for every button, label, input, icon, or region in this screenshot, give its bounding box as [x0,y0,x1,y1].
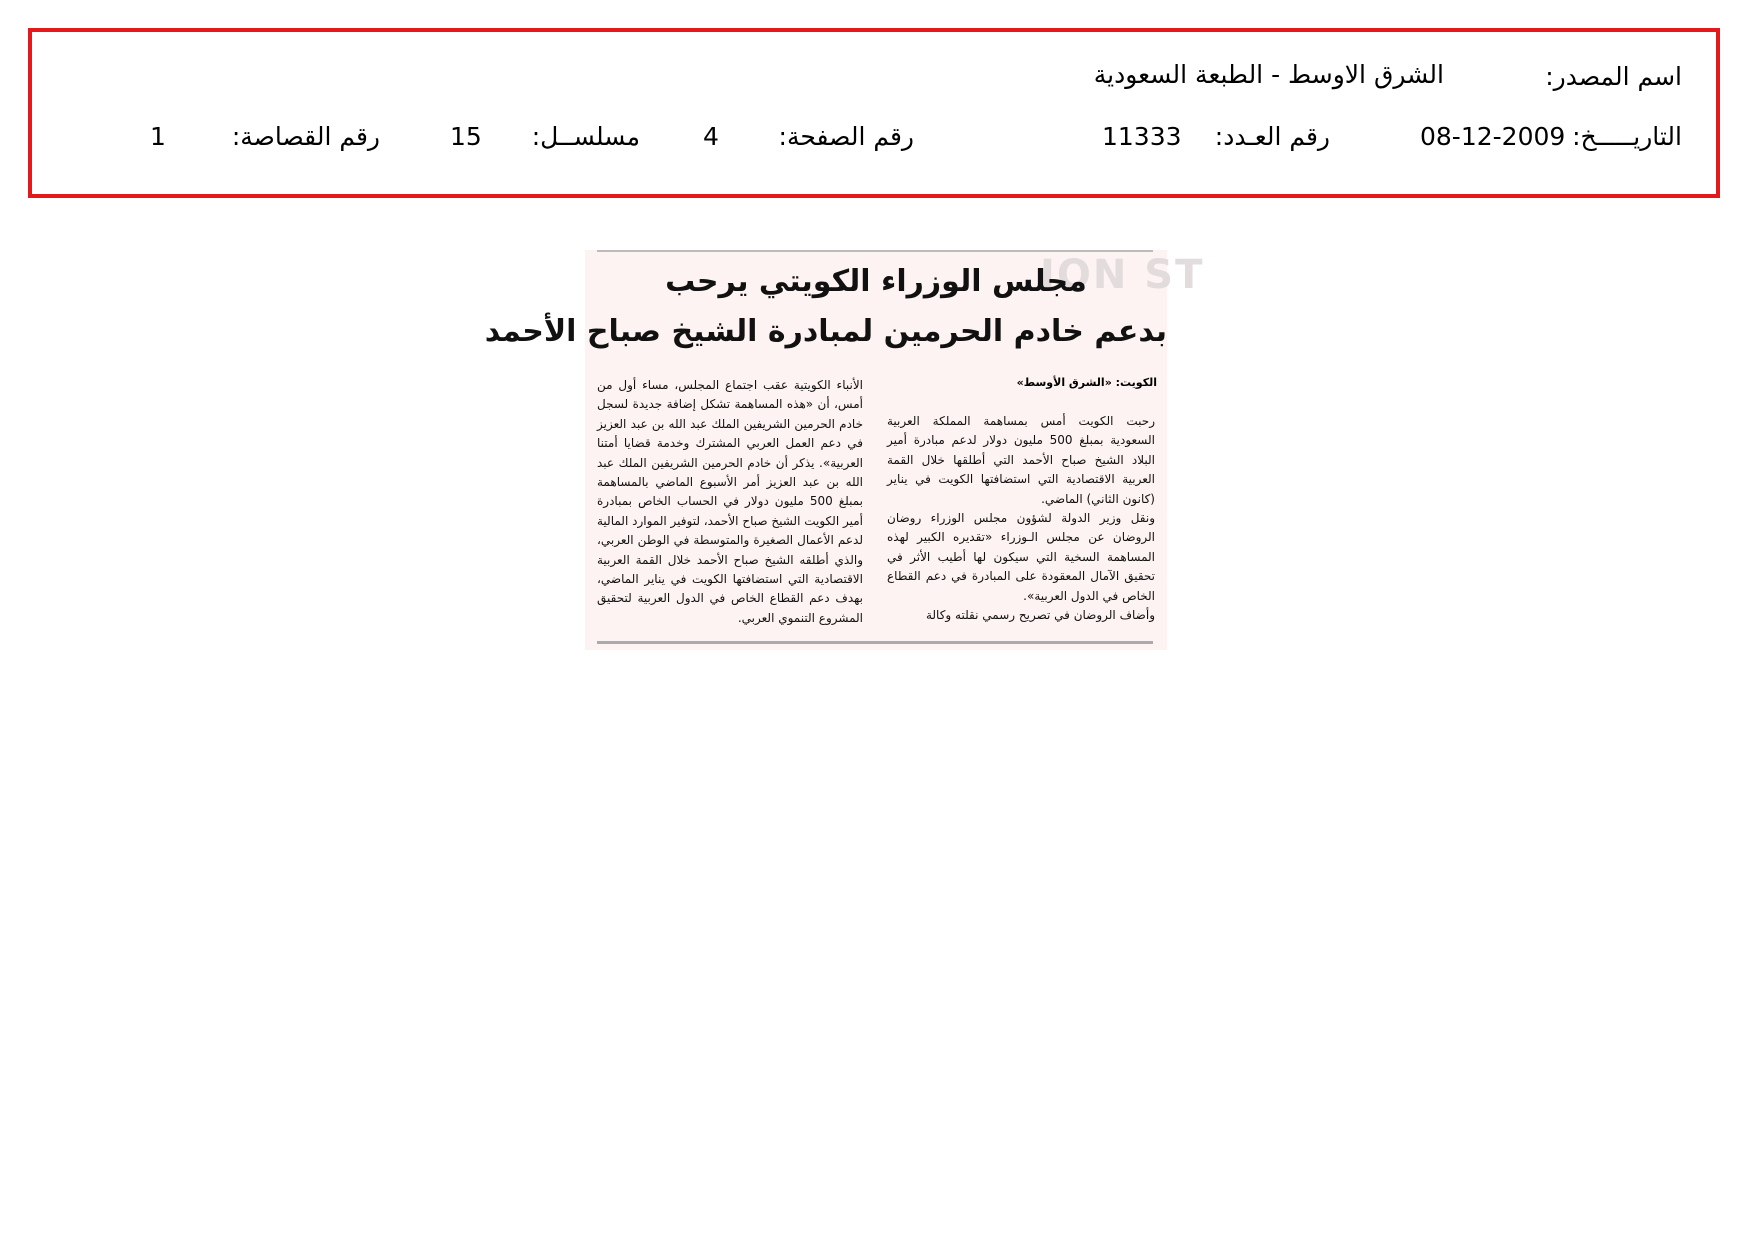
paragraph: ونقل وزير الدولة لشؤون مجلس الوزراء روضان الروضان عن مجلس الـوزراء «تقديره الكبير لهذه المساهمة السخية التي سيكون لها أطيب الأثر في تحقيق الآمال المعقودة على المبادرة في دعم القطاع الخاص في الدول العربية». [887,511,1155,603]
headline-line-2: بدعم خادم الحرمين لمبادرة الشيخ صباح الأحمد [484,314,1167,349]
date-value: 08-12-2009 [1420,122,1566,151]
byline: الكويت: «الشرق الأوسط» [1016,376,1157,389]
source-value: الشرق الاوسط - الطبعة السعودية [1093,60,1444,89]
clip-label: رقم القصاصة: [231,122,380,151]
issue-value: 11333 [1102,122,1182,151]
paragraph: رحبت الكويت أمس بمساهمة المملكة العربية السعودية بمبلغ 500 مليون دولار لدعم مبادرة أمير البلاد الشيخ صباح الأحمد التي أطلقها خلال القمة العربية الاقتصادية التي استضافتها الكويت في يناير (كانون الثاني) الماضي. [887,414,1155,506]
issue-label: رقم العـدد: [1214,122,1330,151]
date-label: التاريـــــخ: [1572,122,1682,151]
clipping-watermark: ION ST [1040,252,1205,298]
newspaper-clipping [484,250,1205,650]
source-label: اسم المصدر: [1545,62,1682,91]
clip-value: 1 [150,122,166,151]
headline-line-1: مجلس الوزراء الكويتي يرحب [665,264,1087,299]
page-value: 4 [703,122,719,151]
paragraph: الأنباء الكويتية عقب اجتماع المجلس، مساء أول من أمس، أن «هذه المساهمة تشكل إضافة جديدة لسجل خادم الحرمين الشريفين الملك عبد الله بن عبد العزيز في دعم العمل العربي المشترك وخدمة قضايا أمتنا العربية». يذكر أن خادم الحرمين الشريفين الملك عبد الله بن عبد العزيز أمر الأسبوع الماضي بالمساهمة بمبلغ 500 مليون دولار في الحساب الخاص بمبادرة أمير الكويت الشيخ صباح الأحمد، لتوفير الموارد المالية لدعم الأعمال الصغيرة والمتوسطة في الوطن العربي، والذي أطلقه الشيخ صباح الأحمد خلال القمة العربية الاقتصادية التي استضافتها الكويت في يناير الماضي، بهدف دعم القطاع الخاص في الدول العربية لتحقيق المشروع التنموي العربي. [597,378,863,625]
serial-label: مسلســل: [531,122,640,151]
article-right-column [887,412,1155,625]
serial-value: 15 [450,122,482,151]
metadata-box [28,28,1720,198]
page-label: رقم الصفحة: [778,122,914,151]
article-left-column [597,376,863,628]
paragraph: وأضاف الروضان في تصريح رسمي نقلته وكالة [925,608,1155,623]
clipping-bottom-rule [597,641,1153,644]
